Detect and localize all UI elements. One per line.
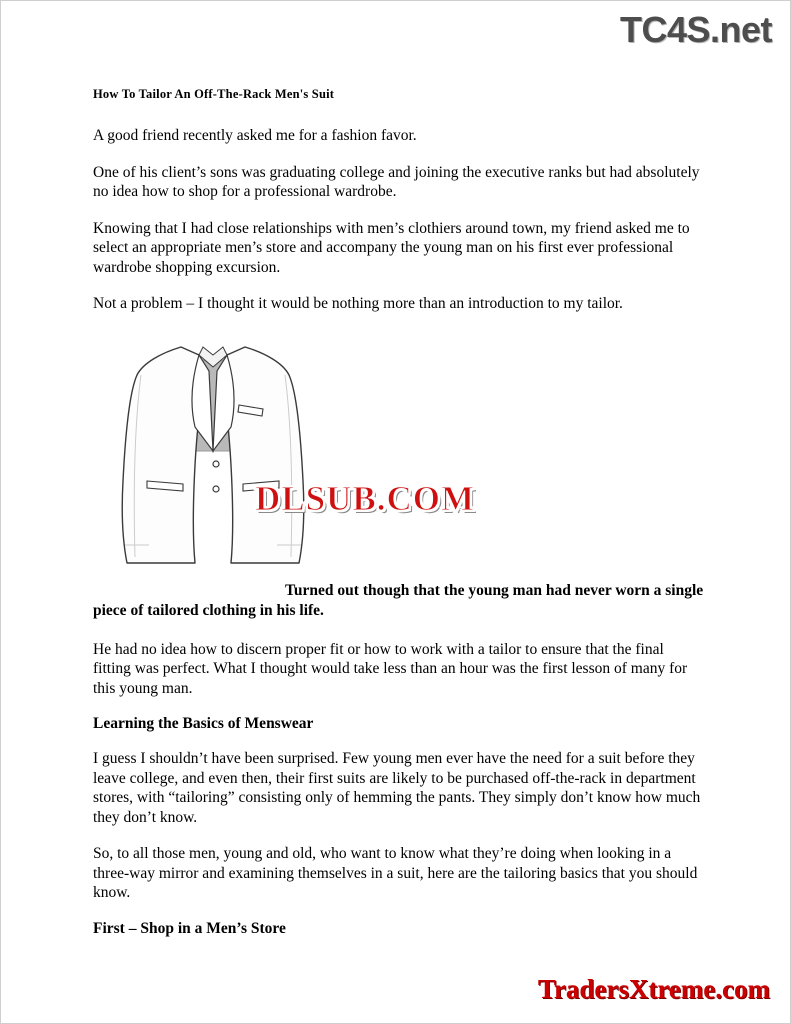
paragraph: Knowing that I had close relationships with men’s clothiers around town, my friend asked me to select an appropriate men’s store and accompany the young man on his first ever professional wardrobe shopping excursion.: [93, 219, 690, 276]
site-watermark-bottom: TradersXtreme.com: [537, 974, 770, 1004]
figure-suit-jacket: [93, 331, 705, 581]
paragraph: A good friend recently asked me for a fashion favor.: [93, 127, 417, 144]
paragraph: So, to all those men, young and old, who want to know what they’re doing when looking in a three-way mirror and examining themselves in a suit, here are the tailoring basics that you should know.: [93, 845, 698, 901]
site-watermark-top: TC4S.net: [619, 9, 772, 50]
page-title: How To Tailor An Off-The-Rack Men's Suit: [93, 87, 335, 101]
paragraph: I guess I shouldn’t have been surprised. Few young men ever have the need for a suit before they leave college, and even then, their first suits are likely to be purchased off-the-rack in department stores, with “tailoring” consisting only of hemming the pants. They simply don’t know how much they don’t know.: [93, 750, 701, 826]
suit-jacket-icon: [103, 331, 323, 581]
callout-text: [93, 581, 705, 621]
image-watermark: DLSUB.COM: [255, 478, 475, 518]
callout-label: Turned out though that the young man had never worn a single piece of tailored clothing in his life.: [93, 581, 704, 619]
section-heading-menswear: Learning the Basics of Menswear: [93, 715, 314, 732]
section-heading-shop: First – Shop in a Men’s Store: [93, 919, 286, 937]
paragraph: He had no idea how to discern proper fit or how to work with a tailor to ensure that the final fitting was perfect. What I thought would take less than an hour was the first lesson of many for this young man.: [93, 640, 688, 697]
paragraph: One of his client’s sons was graduating college and joining the executive ranks but had absolutely no idea how to shop for a professional wardrobe.: [93, 163, 700, 200]
paragraph: Not a problem – I thought it would be nothing more than an introduction to my tailor.: [93, 295, 623, 312]
document-body: [93, 87, 705, 954]
